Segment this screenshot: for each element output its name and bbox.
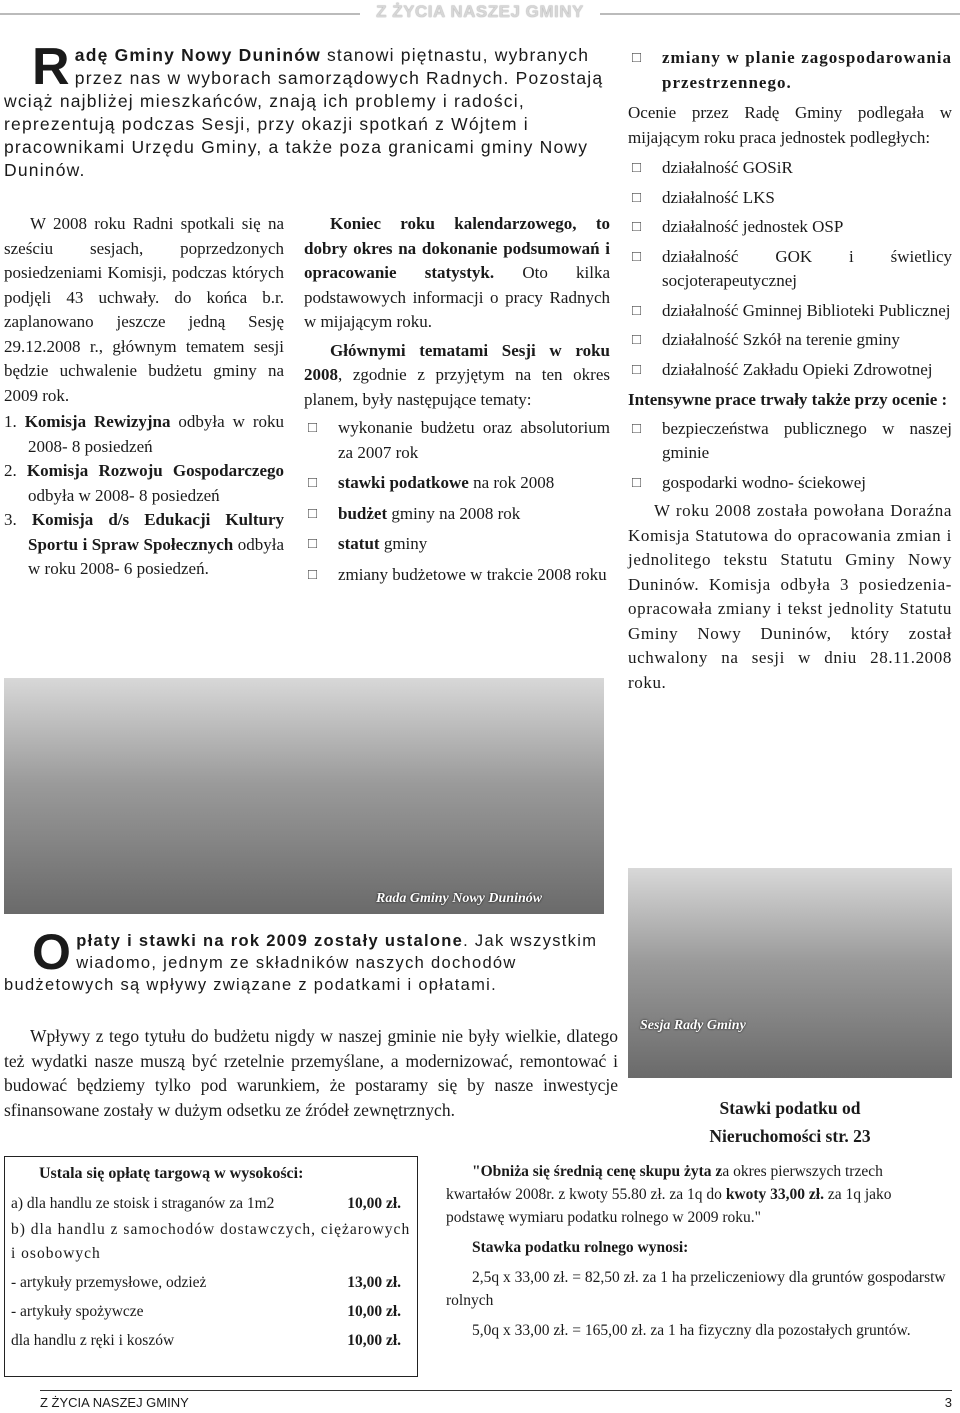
market-fee-row: a) dla handlu ze stoisk i straganów za 1m2 10,00 zł.: [11, 1195, 401, 1212]
session-topics-list: [304, 416, 610, 587]
market-fee-row: b) dla handlu z samochodów dostawczych, ciężarowych i osobowych: [11, 1221, 411, 1262]
statute-paragraph: W roku 2008 została powołana Doraźna Komisja Statutowa do opracowania zmian i jednolitego tekstu Statutu Gminy Nowy Duninów. Komisja odbyła 3 posiedzenia- opracowała zmiany i tekst jednolity Statutu Gminy Nowy Duninów, który został uchwalony na sesji w dniu 28.11.2008 roku.: [628, 501, 952, 692]
market-fee-row: dla handlu z ręki i koszów 10,00 zł.: [11, 1332, 401, 1349]
footer-rule: [40, 1390, 952, 1391]
agricultural-rate-2: 5,0q x 33,00 zł. = 165,00 zł. za 1 ha fizyczny dla pozostałych gruntów.: [472, 1322, 911, 1339]
column-evaluations: [628, 46, 952, 695]
market-fee-heading: Ustala się opłatę targową w wysokości:: [39, 1165, 304, 1182]
intro-paragraph: [4, 38, 616, 182]
council-photo-caption: Rada Gminy Nowy Duninów: [376, 891, 543, 906]
column-session-topics: [304, 212, 610, 587]
col1-para-b: , głównym tematem sesji będzie uchwalenie budżetu gminy na 2009 rok.: [4, 336, 284, 405]
topic-item: □ statut gminy: [304, 532, 610, 557]
page-footer: [40, 1395, 952, 1413]
evaluation-list: [628, 156, 952, 382]
page-header: [0, 0, 960, 28]
fees-paragraph: [4, 1024, 618, 1122]
committee-item: 1. Komisja Rewizyjna odbyła w roku 2008- 8 posiedzeń: [4, 412, 285, 456]
agricultural-rate-1: 2,5q x 33,00 zł. = 82,50 zł. za 1 ha przeliczeniowy dla gruntów gospodarstw rolnych: [446, 1269, 946, 1309]
property-tax-line1: Stawki podatku od: [719, 1098, 861, 1118]
agricultural-tax-box: [446, 1160, 952, 1342]
evaluation-item: □ działalność jednostek OSP: [628, 215, 952, 240]
property-tax-line2: Nieruchomości str. 23: [709, 1126, 871, 1146]
fees-intro: [4, 924, 616, 996]
committee-item: 2. Komisja Rozwoju Gospodarczego odbyła w 2008- 8 posiedzeń: [4, 461, 284, 505]
col2-paragraph-2: Głównymi tematami Sesji w roku 2008, zgodnie z przyjętym na ten okres planem, były następujące tematy:: [304, 340, 610, 409]
rye-price-quote: "Obniża się średnią cenę skupu żyta za okres pierwszych trzech kwartałów 2008r. z kwoty 55.80 zł. za 1q do kwoty 33,00 zł. za 1q jako podstawę wymiaru podatku rolnego w 2009 roku.": [446, 1163, 892, 1226]
col2-paragraph-1: Koniec roku kalendarzowego, to dobry okres na dokonanie podsumowań i opracowanie statystyk. Oto kilka podstawowych informacji o pracy Radnych w mijającym roku.: [304, 214, 611, 331]
fees-paragraph-text: Wpływy z tego tytułu do budżetu nigdy w naszej gminie nie były wielkie, dlatego też wydatki nasze muszą być rzetelnie przemyślane, a modernizować, remontować i budować będziemy tylko pod warunkiem, że postaramy się by nasze inwestycje sfinansowane zostały w dużym odsetku ze źródeł zewnętrznych.: [4, 1026, 618, 1120]
evaluation-item: □ działalność GOSiR: [628, 156, 952, 181]
committee-item: 3. Komisja d/s Edukacji Kultury Sportu i Spraw Społecznych odbyła w roku 2008- 6 posiedzeń.: [4, 510, 284, 578]
page-number: 3: [944, 1395, 952, 1410]
session-photo: [628, 868, 952, 1078]
intensive-item: □ gospodarki wodno- ściekowej: [628, 471, 952, 496]
intro-lead: adę Gminy Nowy Duninów: [74, 45, 321, 65]
session-photo-placeholder: [628, 868, 952, 1078]
topic-item: □ wykonanie budżetu oraz absolutorium za 2007 rok: [304, 416, 610, 465]
market-fee-box: [4, 1156, 418, 1377]
evaluation-item: □ działalność GOK i świetlicy socjoterapeutycznej: [628, 245, 952, 294]
col1-para-a: W 2008 roku Radni spotkali się na sześciu sesjach, poprzedzonych posiedzeniami Komisji, podczas których podjęli 43 uchwały. do końca b.r. zaplanowano jeszcze jedną Sesję 29.12.2008 r.: [4, 214, 284, 356]
fees-lead: płaty i stawki na rok 2009 zostały ustalone: [76, 932, 464, 950]
intro-text: stanowi piętnastu, wybranych przez nas w wyborach samorządowych Radnych. Pozostają wciąż najbliżej mieszkańców, znają ich problemy i radości, reprezentują podczas Sesji, przy okazji spotkań z Wójtem i pracownikami Urzędu Gminy, a także poza granicami gminy Nowy Duninów.: [4, 45, 604, 180]
evaluation-intro: Ocenie przez Radę Gminy podlegała w mijającym roku praca jednostek podległych:: [628, 103, 952, 147]
fees-intro-text: . Jak wszystkim wiadomo, jednym ze składników naszych dochodów budżetowych są wpływy związane z podatkami i opłatami.: [4, 932, 598, 994]
council-photo: [4, 678, 604, 914]
intensive-list: [628, 417, 952, 496]
session-photo-caption: Sesja Rady Gminy: [640, 1018, 746, 1033]
market-fee-row: - artykuły spożywcze 10,00 zł.: [11, 1303, 401, 1320]
evaluation-item: □ działalność Gminnej Biblioteki Publicznej: [628, 299, 952, 324]
topic-item: □ stawki podatkowe na rok 2008: [304, 471, 610, 496]
topic-item: □ budżet gminy na 2008 rok: [304, 502, 610, 527]
header-title: Z ŻYCIA NASZEJ GMINY: [376, 2, 584, 21]
plan-change-list: [628, 46, 952, 95]
property-tax-note: [628, 1094, 952, 1150]
evaluation-item: □ działalność Szkół na terenie gminy: [628, 328, 952, 353]
col1-paragraph: [4, 212, 284, 408]
footer-title: Z ŻYCIA NASZEJ GMINY: [40, 1395, 189, 1410]
fees-dropcap: O: [32, 924, 73, 980]
topic-item: □ zmiany budżetowe w trakcie 2008 roku: [304, 563, 610, 588]
council-photo-placeholder: [4, 678, 604, 914]
evaluation-item: □ działalność Zakładu Opieki Zdrowotnej: [628, 358, 952, 383]
intro-dropcap: R: [32, 38, 71, 96]
agricultural-tax-heading: Stawka podatku rolnego wynosi:: [472, 1239, 689, 1256]
committee-list: [4, 410, 284, 582]
evaluation-item: □ działalność LKS: [628, 186, 952, 211]
market-fee-row: - artykuły przemysłowe, odzież 13,00 zł.: [11, 1274, 401, 1291]
intensive-item: □ bezpieczeństwa publicznego w naszej gminie: [628, 417, 952, 466]
intensive-heading: Intensywne prace trwały także przy ocenie :: [628, 390, 948, 409]
column-council-stats: [4, 212, 284, 582]
plan-change-item: □ zmiany w planie zagospodarowania przestrzennego.: [628, 46, 952, 95]
